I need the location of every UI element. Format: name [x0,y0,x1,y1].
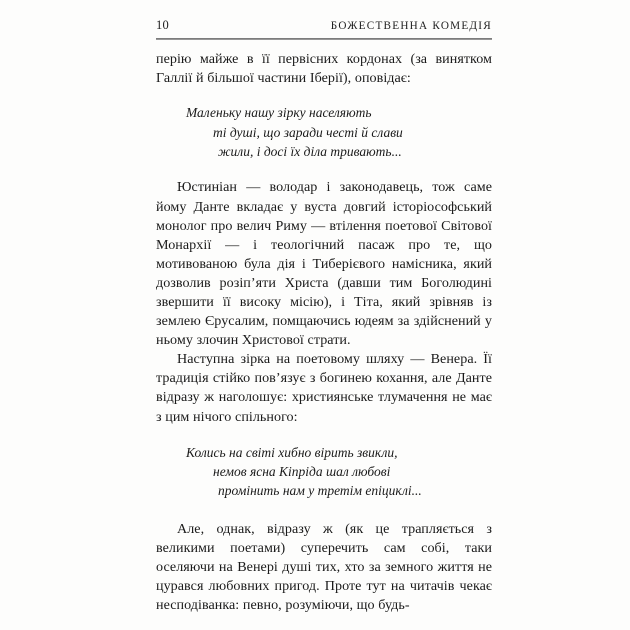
verse-line: Колись на світі хибно вірить звикли, [186,444,398,460]
spacer [156,88,492,103]
paragraph-justinian: Юстиніан — володар і законодавець, тож саме йому Данте вкладає у вуста довгий історіософський монолог про велич Риму — втілення поетової Світової Монархії — і теологічний пасаж про те, що мотивованою була дія і Тиберієвого намісника, який дозволив розіп’яти Христа (давши тим Боголюдині звершити її високу місію), і Тіта, який зрівняв із землею Єрусалим, помщаючись юдеям за здійснений у ньому злочин Христової страти. [156,179,492,349]
header-rule [156,38,492,40]
page-number: 10 [156,18,170,32]
spacer [156,427,492,443]
paragraph-continuation: перію майже в її первісних кордонах (за винятком Галлії й більшої частини Іберії), оповідає: [156,51,492,87]
verse-line: немов ясна Кіпріда шал любові [213,464,391,480]
verse-line: жили, і досі їх діла тривають... [218,144,402,159]
text-block [156,50,492,615]
verse-line: ті душі, що заради честі й слави [213,124,403,140]
verse-quotation-2 [156,443,492,501]
spacer [156,161,492,178]
verse-line: Маленьку нашу зірку населяють [186,105,372,121]
paragraph-contradiction: Але, однак, відразу ж (як це трапляється з великими поетами) суперечить сам собі, таки оселяючи на Венері душі тих, хто за земного життя не цурався любовних пригод. Проте тут на читачів чекає несподіванка: певно, розуміючи, що будь- [156,520,492,614]
paragraph-venus: Наступна зірка на поетовому шляху — Венера. Її традиція стійко пов’язує з богинею кохання, але Данте відразу ж наголошує: християнське тлумачення не має з цим нічого спільного: [156,351,492,425]
verse-line: промінить нам у третім епіциклі... [218,483,422,499]
book-title: БОЖЕСТВЕННА КОМЕДІЯ [330,20,492,32]
verse-quotation-1 [156,103,492,161]
running-head [156,18,492,33]
spacer [156,501,492,520]
